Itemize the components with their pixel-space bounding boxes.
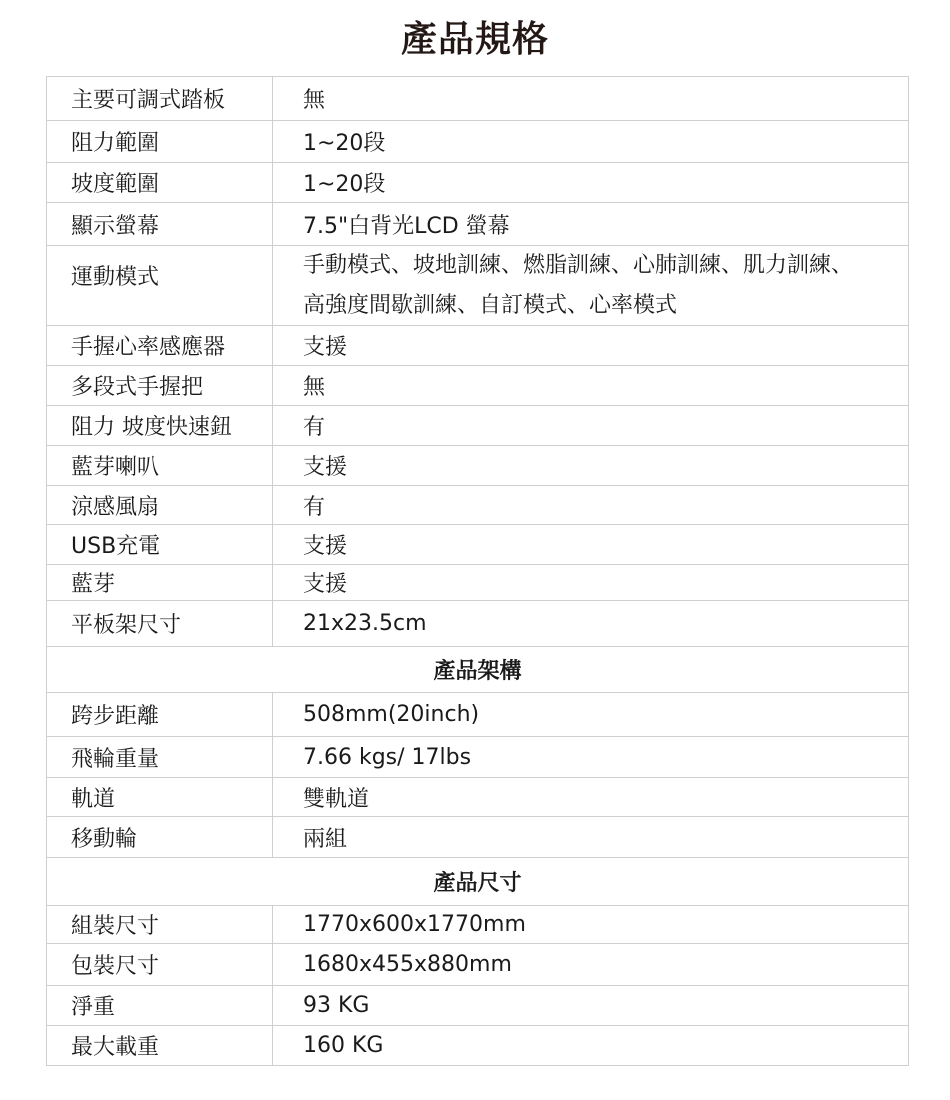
spec-row: [47, 525, 908, 565]
spec-label: 顯示螢幕: [47, 203, 273, 245]
spec-row: [47, 986, 908, 1026]
spec-label: 飛輪重量: [47, 737, 273, 777]
spec-label: 主要可調式踏板: [47, 77, 273, 120]
spec-row: [47, 693, 908, 737]
spec-row: [47, 326, 908, 366]
section-heading: 產品尺寸: [47, 858, 908, 906]
spec-row: [47, 406, 908, 446]
spec-label: 涼感風扇: [47, 486, 273, 524]
spec-row: [47, 163, 908, 203]
spec-value: 1~20段: [303, 172, 386, 197]
spec-label: 藍芽: [47, 565, 273, 600]
spec-label: 平板架尺寸: [47, 601, 273, 646]
spec-label: USB充電: [47, 525, 273, 564]
spec-value: 1680x455x880mm: [303, 952, 512, 977]
spec-row: [47, 77, 908, 121]
spec-label: 跨步距離: [47, 693, 273, 736]
spec-row: [47, 246, 908, 326]
spec-value: 支援: [303, 572, 348, 597]
spec-row: [47, 565, 908, 601]
spec-value: 手動模式、坡地訓練、燃脂訓練、心肺訓練、肌力訓練、高強度間歇訓練、自訂模式、心率模式: [303, 253, 854, 318]
spec-value: 無: [303, 375, 326, 400]
spec-row: [47, 817, 908, 858]
spec-row: [47, 1026, 908, 1066]
spec-value: 93 KG: [303, 993, 370, 1018]
spec-label: 坡度範圍: [47, 163, 273, 202]
spec-label: 運動模式: [47, 246, 273, 325]
spec-value: 160 KG: [303, 1033, 384, 1058]
spec-label: 軌道: [47, 778, 273, 816]
spec-value: 21x23.5cm: [303, 611, 427, 636]
spec-value: 7.5"白背光LCD 螢幕: [303, 213, 510, 239]
spec-row: [47, 601, 908, 647]
spec-label: 藍芽喇叭: [47, 446, 273, 485]
spec-label: 阻力範圍: [47, 121, 273, 162]
spec-value: 508mm(20inch): [303, 702, 480, 727]
spec-row: [47, 121, 908, 163]
spec-row: [47, 778, 908, 817]
spec-row: [47, 944, 908, 986]
spec-value: 支援: [303, 534, 348, 559]
page-title: 產品規格: [400, 19, 549, 60]
section-heading: 產品架構: [47, 647, 908, 693]
spec-table: [46, 76, 909, 1066]
spec-value: 有: [303, 494, 326, 520]
spec-row: [47, 737, 908, 778]
spec-label: 手握心率感應器: [47, 326, 273, 365]
spec-label: 包裝尺寸: [47, 944, 273, 985]
spec-row: [47, 366, 908, 406]
spec-row: [47, 486, 908, 525]
spec-value: 無: [303, 88, 326, 113]
spec-row: [47, 203, 908, 246]
spec-label: 多段式手握把: [47, 366, 273, 405]
spec-label: 移動輪: [47, 817, 273, 857]
spec-label: 最大載重: [47, 1026, 273, 1065]
spec-value: 支援: [303, 455, 348, 480]
spec-value: 7.66 kgs/ 17lbs: [303, 744, 472, 770]
spec-value: 1770x600x1770mm: [303, 912, 526, 937]
spec-label: 阻力 坡度快速鈕: [47, 406, 273, 445]
spec-value: 1~20段: [303, 131, 386, 156]
spec-value: 有: [303, 415, 326, 440]
spec-label: 淨重: [47, 986, 273, 1025]
spec-label: 組裝尺寸: [47, 906, 273, 943]
spec-row: [47, 906, 908, 944]
spec-value: 雙軌道: [303, 786, 370, 812]
spec-row: [47, 446, 908, 486]
spec-value: 兩組: [303, 826, 348, 852]
spec-value: 支援: [303, 335, 348, 360]
